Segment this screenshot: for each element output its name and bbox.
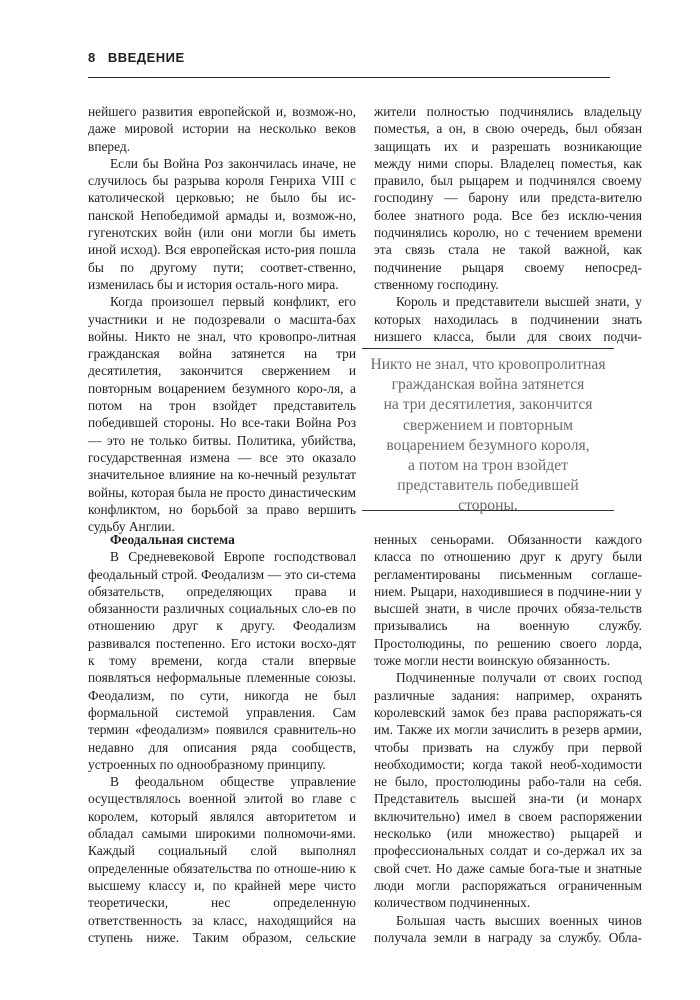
paragraph: Если бы Война Роз закончилась иначе, не случилось бы разрыва короля Генриха VIII с католической церковью; не было бы ис-панской Непобедимой армады и, возмож-но, гугенотских войн (или они могли бы иметь иной исход). Вся европейская исто-рия пошла бы по другому пути; соответ-ственно, изменилась бы и история осталь-ного мира. xyxy=(88,155,356,292)
left-column-top xyxy=(88,103,356,535)
paragraph: В феодальном обществе управление осуществлялось военной элитой во главе с королем, который являлся авторитетом и обладал самыми широкими полномочи-ями. Каждый социальный слой выполнял определенные обязательства по отноше-нию к высшему классу и, по крайней мере чисто теоретически, нес определенную ответственность за класс, находящийся на ступень ниже. Таким образом, сельские xyxy=(88,774,356,945)
paragraph: Большая часть высших военных чинов получала земли в награду за службу. Обла- xyxy=(374,912,642,945)
section-heading: Феодальная система xyxy=(110,532,235,547)
pull-quote-line: гражданская война затянется xyxy=(391,376,585,394)
paragraph: жители полностью подчинялись владельцу поместья, а он, в свою очередь, был обязан защищать их и разрешать возникающие между ними споры. Владелец поместья, как правило, был рыцарем и подчинялся своему господину — барону или предста-вителю более знатного рода. Все без исклю-чения подчинялись королю, но с течением времени эта связь стала не такой важной, как подчинение рыцаря своему непосред-ственному господину. xyxy=(374,104,642,292)
pull-quote-line: а потом на трон взойдет xyxy=(408,457,568,475)
pull-quote-line: на три десятилетия, закончится xyxy=(383,396,593,414)
pull-quote-line: Никто не знал, что кровопролитная xyxy=(370,356,606,373)
paragraph: нейшего развития европейской и, возмож-но, даже мировой истории на несколько веков вперед. xyxy=(88,104,356,154)
right-column-bottom xyxy=(374,531,642,946)
paragraph: Король и представители высшей знати, у которых находилась в подчинении знать низшего класса, были для своих подчи- xyxy=(374,294,642,344)
pull-quote-line: стороны. xyxy=(458,497,518,515)
page-number: 8 xyxy=(88,50,96,65)
header-rule xyxy=(88,77,610,78)
pull-quote-line: свержением и повторным xyxy=(402,416,574,434)
right-column-top xyxy=(374,103,642,345)
paragraph: В Средневековой Европе господствовал феодальный строй. Феодализм — это си-стема обязательств, определяющих права и обязанности различных социальных сло-ев по отношению друг к другу. Феодализм развивался постепенно. Его истоки восхо-дят к тому времени, когда стали впервые появляться неформальные племенные союзы. Феодализм, по сути, никогда не был формальной системой управления. Сам термин «феодализм» появился сравнитель-но недавно для описания ряда сообществ, устроенных по однообразному принципу. xyxy=(88,549,356,772)
paragraph: Когда произошел первый конфликт, его участники и не подозревали о масшта-бах войны. Никто не знал, что кровопро-литная гражданская война затянется на три десятилетия, закончится свержением и повторным воцарением безумного коро-ля, а потом на трон взойдет представитель победившей стороны. Но все-таки Война Роз — это не только битвы. Политика, убийства, государственная измена — все это оказало значительное влияние на ко-нечный результат войны, которая была не просто династическим конфликтом, но борьбой за право вершить судьбу Англии. xyxy=(88,294,356,535)
paragraph: ненных сеньорами. Обязанности каждого класса по отношению друг к другу были регламентированы письменным соглаше-нием. Рыцари, находившиеся в подчине-нии у высшей знати, в числе прочих обяза-тельств призывались на военную службу. Простолюдины, по решению своего лорда, тоже могли нести воинскую обязанность. xyxy=(374,532,642,669)
pull-quote-line: воцарением безумного короля, xyxy=(386,436,590,454)
left-column-bottom xyxy=(88,531,356,946)
pull-quote xyxy=(362,348,614,515)
section-title: ВВЕДЕНИЕ xyxy=(107,50,185,65)
pull-quote-line: представитель победившей xyxy=(397,477,579,495)
running-header xyxy=(88,50,608,72)
paragraph: Подчиненные получали от своих господ различные задания: например, охранять королевский замок без права распоряжать-ся им. Также их могли зачислить в резерв армии, чтобы призвать на службу при первой необходимости; когда такой необ-ходимости не было, простолюдины рабо-тали на себя. Представитель высшей зна-ти (и монарх включительно) имел в своем распоряжении несколько (или множество) рыцарей и профессиональных солдат и со-держал их за свой счет. Но даже самые бога-тые и знатные люди могли распоряжаться ограниченным количеством подчиненных. xyxy=(374,670,642,911)
